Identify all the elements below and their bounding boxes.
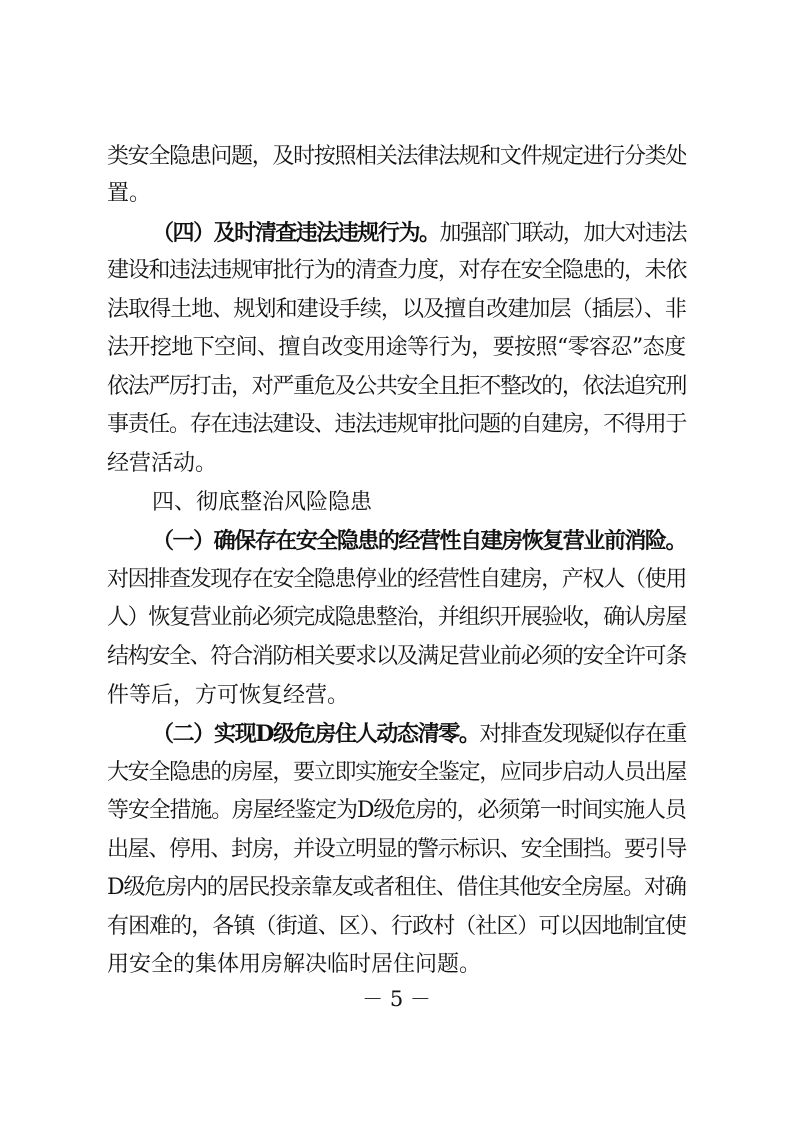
body-text: 建设和违法违规审批行为的清查力度，对存在安全隐患的，未依 [107,258,687,283]
bold-heading-text: （四）及时清查违法违规行为。 [152,220,440,246]
body-text: 人）恢复营业前必须完成隐患整治，并组织开展验收，确认房屋 [107,605,687,630]
text-line [107,254,686,288]
text-line [107,370,686,404]
text-line [152,216,686,250]
body-text: 用安全的集体用房解决临时居住问题。 [107,952,482,977]
body-text: 对因排查发现存在安全隐患停业的经营性自建房，产权人（使用 [107,567,687,592]
text-line [152,486,372,520]
text-line [107,408,686,442]
body-text: 类安全隐患问题，及时按照相关法律法规和文件规定进行分类处 [107,144,687,169]
text-line [107,177,151,211]
text-line [107,794,686,828]
body-text: D级危房内的居民投亲靠友或者租住、借住其他安全房屋。对确 [107,875,686,900]
page-number: － 5 － [362,987,431,1011]
bold-heading-text: （二）实现D级危房住人动态清零。 [152,721,480,747]
text-line [107,640,686,674]
text-line [152,717,686,751]
text-line [107,601,686,635]
text-line [107,833,686,867]
body-text: 大安全隐患的房屋，要立即实施安全鉴定，应同步启动人员出屋 [107,760,687,785]
text-line [107,756,686,790]
text-line [107,563,686,597]
body-text: 件等后，方可恢复经营。 [107,683,350,708]
body-text: 事责任。存在违法建设、违法违规审批问题的自建房，不得用于 [107,412,687,437]
body-text: 等安全措施。房屋经鉴定为D级危房的，必须第一时间实施人员 [107,798,686,823]
text-line [107,293,686,327]
body-text: 法取得土地、规划和建设手续，以及擅自改建加层（插层）、非 [107,297,687,322]
bold-heading-text: （一）确保存在安全隐患的经营性自建房恢复营业前消险。 [152,528,687,554]
text-line [107,140,686,174]
text-line [107,948,481,982]
text-line [107,871,686,905]
body-text: 加强部门联动，加大对违法 [439,221,687,246]
text-line [107,679,349,713]
body-text: 出屋、停用、封房，并设立明显的警示标识、安全围挡。要引导 [107,837,687,862]
text-line [107,447,217,481]
text-line [107,910,686,944]
text-line [152,524,686,558]
body-text: 经营活动。 [107,451,218,476]
body-text: 依法严厉打击，对严重危及公共安全且拒不整改的，依法追究刑 [107,374,687,399]
body-text: 法开挖地下空间、擅自改变用途等行为，要按照“零容忍”态度 [107,335,686,360]
body-text: 四、彻底整治风险隐患 [152,490,373,515]
body-text: 有困难的，各镇（街道、区）、行政村（社区）可以因地制宜使 [107,914,687,939]
body-text: 置。 [107,181,152,206]
body-text: 结构安全、符合消防相关要求以及满足营业前必须的安全许可条 [107,644,687,669]
text-line [107,331,686,365]
body-text: 对排查发现疑似存在重 [479,722,687,747]
